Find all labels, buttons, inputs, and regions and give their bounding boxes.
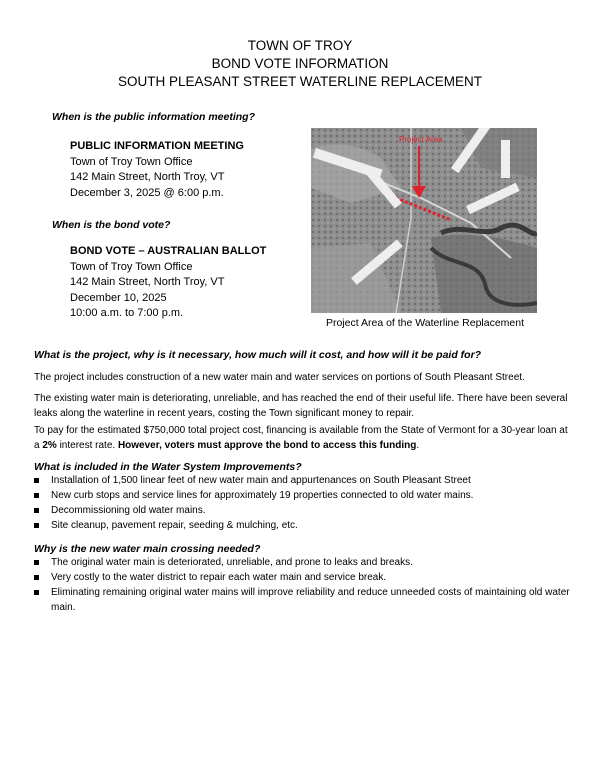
project-paragraph-3-start: To pay for the estimated $750,000 total project cost, financing is available from the State of Vermont for a 30-year loan at a (34, 425, 568, 451)
doc-title-line-1: TOWN OF TROY (247, 38, 353, 53)
improvements-question: What is included in the Water System Improvements? (34, 461, 302, 473)
list-item: Decommissioning old water mains. (34, 503, 570, 518)
crossing-list (34, 555, 570, 615)
vote-line: 142 Main Street, North Troy, VT (70, 276, 225, 288)
meeting-line: Town of Troy Town Office (70, 155, 193, 168)
doc-title-line-3: SOUTH PLEASANT STREET WATERLINE REPLACEMENT (117, 74, 483, 89)
vote-line: December 10, 2025 (70, 291, 167, 304)
voter-approval-note: However, voters must approve the bond to access this funding (117, 440, 417, 451)
interest-rate: 2% (42, 440, 57, 451)
list-item: Installation of 1,500 linear feet of new water main and appurtenances on South Pleasant Street (34, 473, 570, 488)
project-area-map (311, 128, 537, 313)
bullet-icon (34, 575, 39, 580)
list-item: Site cleanup, pavement repair, seeding & mulching, etc. (34, 518, 570, 533)
project-paragraph-2: The existing water main is deteriorating, unreliable, and has reached the end of their useful life. There have been several leaks along the waterline in recent years, costing the Town significant money to repair. (34, 393, 568, 419)
bullet-icon (34, 493, 39, 498)
list-item: Eliminating remaining original water mains will improve reliability and reduce unneeded costs of maintaining old water main. (34, 585, 570, 615)
meeting-question: When is the public information meeting? (52, 111, 256, 123)
list-item: The original water main is deteriorated, unreliable, and prone to leaks and breaks. (34, 555, 570, 570)
crossing-question: Why is the new water main crossing needed? (34, 543, 261, 555)
vote-question: When is the bond vote? (52, 219, 171, 231)
meeting-line: December 3, 2025 @ 6:00 p.m. (70, 186, 224, 199)
improvements-list (34, 473, 570, 533)
meeting-line: 142 Main Street, North Troy, VT (70, 171, 225, 183)
map-label: Project Area (399, 135, 443, 144)
vote-details (70, 244, 266, 322)
project-paragraph-1: The project includes construction of a new water main and water services on portions of South Pleasant Street. (34, 372, 525, 383)
bullet-icon (34, 508, 39, 513)
doc-title-line-2: BOND VOTE INFORMATION (211, 56, 389, 71)
meeting-details (70, 139, 244, 201)
vote-line: Town of Troy Town Office (70, 260, 193, 273)
vote-heading: BOND VOTE – AUSTRALIAN BALLOT (70, 245, 267, 257)
project-paragraph-3 (34, 423, 570, 453)
bullet-icon (34, 478, 39, 483)
vote-line: 10:00 a.m. to 7:00 p.m. (70, 307, 184, 319)
project-question: What is the project, why is it necessary, how much will it cost, and how will it be paid for? (34, 349, 482, 361)
project-paragraph-3-end: . (416, 440, 420, 451)
meeting-heading: PUBLIC INFORMATION MEETING (70, 140, 244, 152)
project-paragraph-3-mid: interest rate. (56, 440, 118, 451)
bullet-icon (34, 590, 39, 595)
bullet-icon (34, 560, 39, 565)
list-item: New curb stops and service lines for approximately 19 properties connected to old water mains. (34, 488, 570, 503)
list-item: Very costly to the water district to repair each water main and service break. (34, 570, 570, 585)
bullet-icon (34, 523, 39, 528)
map-caption: Project Area of the Waterline Replacement (325, 317, 525, 329)
